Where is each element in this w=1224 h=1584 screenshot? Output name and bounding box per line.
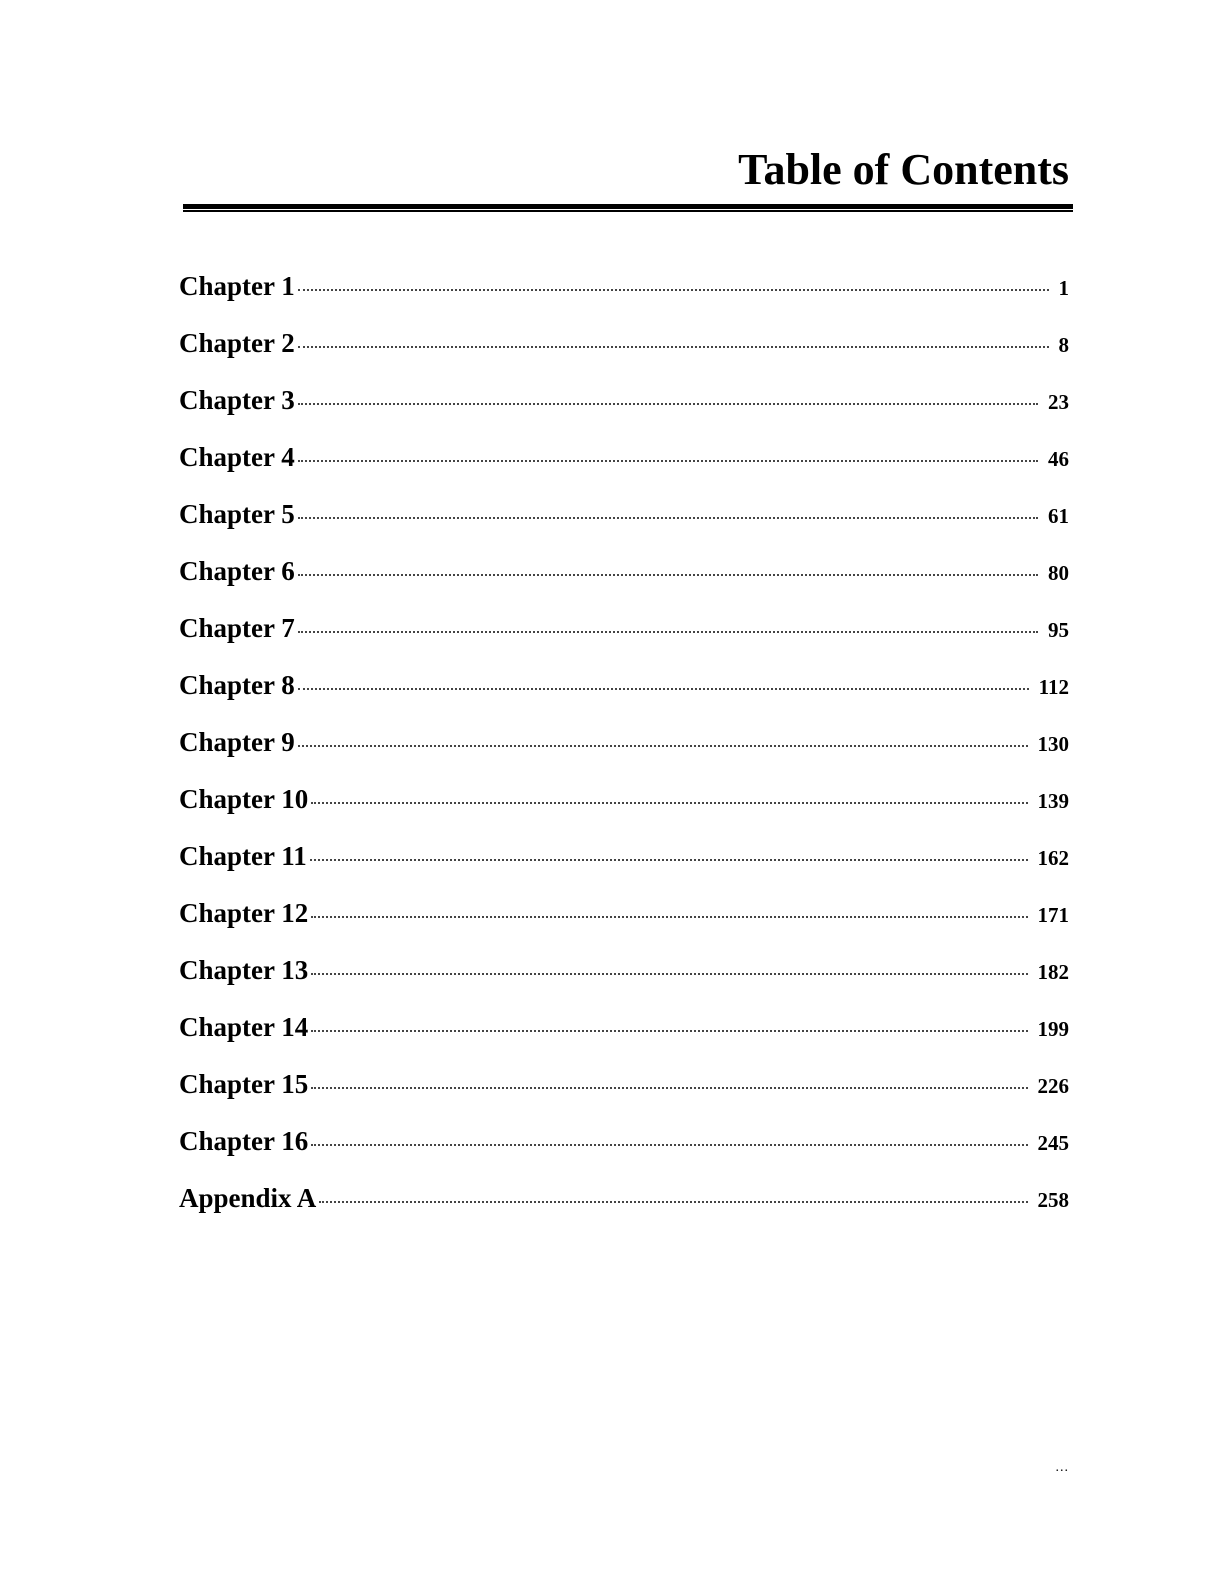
toc-entry-page-number: 95	[1048, 618, 1069, 642]
dot-leader	[298, 346, 1049, 348]
toc-entry-label: Chapter 7	[179, 613, 295, 643]
toc-entry-chapter-6[interactable]	[179, 551, 1069, 608]
toc-entry-page-number: 1	[1058, 276, 1069, 300]
toc-entry-label: Chapter 1	[179, 271, 295, 301]
toc-entry-chapter-14[interactable]	[179, 1007, 1069, 1064]
toc-entry-label: Chapter 11	[179, 841, 307, 871]
toc-entry-page-number: 8	[1058, 333, 1069, 357]
toc-entry-page-number: 112	[1038, 675, 1069, 699]
toc-entry-label: Chapter 13	[179, 955, 309, 985]
toc-entry-chapter-5[interactable]	[179, 494, 1069, 551]
dot-leader	[298, 688, 1029, 690]
dot-leader	[311, 973, 1027, 975]
toc-entry-chapter-4[interactable]	[179, 437, 1069, 494]
toc-entry-label: Chapter 15	[179, 1069, 309, 1099]
toc-entry-chapter-7[interactable]	[179, 608, 1069, 665]
toc-entry-chapter-8[interactable]	[179, 665, 1069, 722]
toc-entry-page-number: 258	[1037, 1188, 1069, 1212]
toc-entry-chapter-16[interactable]	[179, 1121, 1069, 1178]
toc-entry-label: Appendix A	[179, 1183, 317, 1213]
toc-entry-page-number: 23	[1048, 390, 1069, 414]
dot-leader	[298, 745, 1028, 747]
dot-leader	[298, 289, 1049, 291]
dot-leader	[298, 460, 1038, 462]
toc-entry-chapter-1[interactable]	[179, 266, 1069, 323]
dot-leader	[311, 1030, 1027, 1032]
dot-leader	[298, 517, 1038, 519]
toc-entry-label: Chapter 5	[179, 499, 295, 529]
dot-leader	[298, 574, 1038, 576]
dot-leader	[298, 631, 1038, 633]
toc-entry-page-number: 226	[1037, 1074, 1069, 1098]
dot-leader	[311, 802, 1027, 804]
toc-entry-chapter-13[interactable]	[179, 950, 1069, 1007]
toc-entry-page-number: 130	[1037, 732, 1069, 756]
dot-leader	[310, 859, 1028, 861]
dot-leader	[311, 1087, 1027, 1089]
toc-entry-chapter-2[interactable]	[179, 323, 1069, 380]
toc-entry-label: Chapter 2	[179, 328, 295, 358]
toc-entry-page-number: 61	[1048, 504, 1069, 528]
toc-entry-page-number: 182	[1037, 960, 1069, 984]
toc-entry-label: Chapter 14	[179, 1012, 309, 1042]
toc-entry-label: Chapter 8	[179, 670, 295, 700]
dot-leader	[298, 403, 1038, 405]
toc-entry-label: Chapter 3	[179, 385, 295, 415]
toc-entry-label: Chapter 4	[179, 442, 295, 472]
toc-entry-page-number: 139	[1037, 789, 1069, 813]
toc-entry-chapter-9[interactable]	[179, 722, 1069, 779]
toc-entry-page-number: 46	[1048, 447, 1069, 471]
toc-entry-chapter-15[interactable]	[179, 1064, 1069, 1121]
toc-entry-page-number: 80	[1048, 561, 1069, 585]
toc-entry-label: Chapter 9	[179, 727, 295, 757]
toc-entry-chapter-10[interactable]	[179, 779, 1069, 836]
page-title: Table of Contents	[738, 145, 1069, 194]
toc-list	[179, 266, 1069, 1235]
toc-entry-label: Chapter 10	[179, 784, 309, 814]
toc-entry-chapter-12[interactable]	[179, 893, 1069, 950]
toc-entry-page-number: 199	[1037, 1017, 1069, 1041]
page-footer-marker: ...	[1055, 1460, 1069, 1475]
toc-entry-page-number: 162	[1037, 846, 1069, 870]
toc-entry-page-number: 245	[1037, 1131, 1069, 1155]
dot-leader	[311, 1144, 1027, 1146]
title-double-rule	[183, 204, 1073, 212]
toc-entry-label: Chapter 12	[179, 898, 309, 928]
toc-entry-page-number: 171	[1037, 903, 1069, 927]
toc-entry-chapter-3[interactable]	[179, 380, 1069, 437]
toc-entry-chapter-11[interactable]	[179, 836, 1069, 893]
dot-leader	[319, 1201, 1027, 1203]
toc-entry-appendix-a[interactable]	[179, 1178, 1069, 1235]
dot-leader	[311, 916, 1027, 918]
toc-entry-label: Chapter 16	[179, 1126, 309, 1156]
toc-entry-label: Chapter 6	[179, 556, 295, 586]
